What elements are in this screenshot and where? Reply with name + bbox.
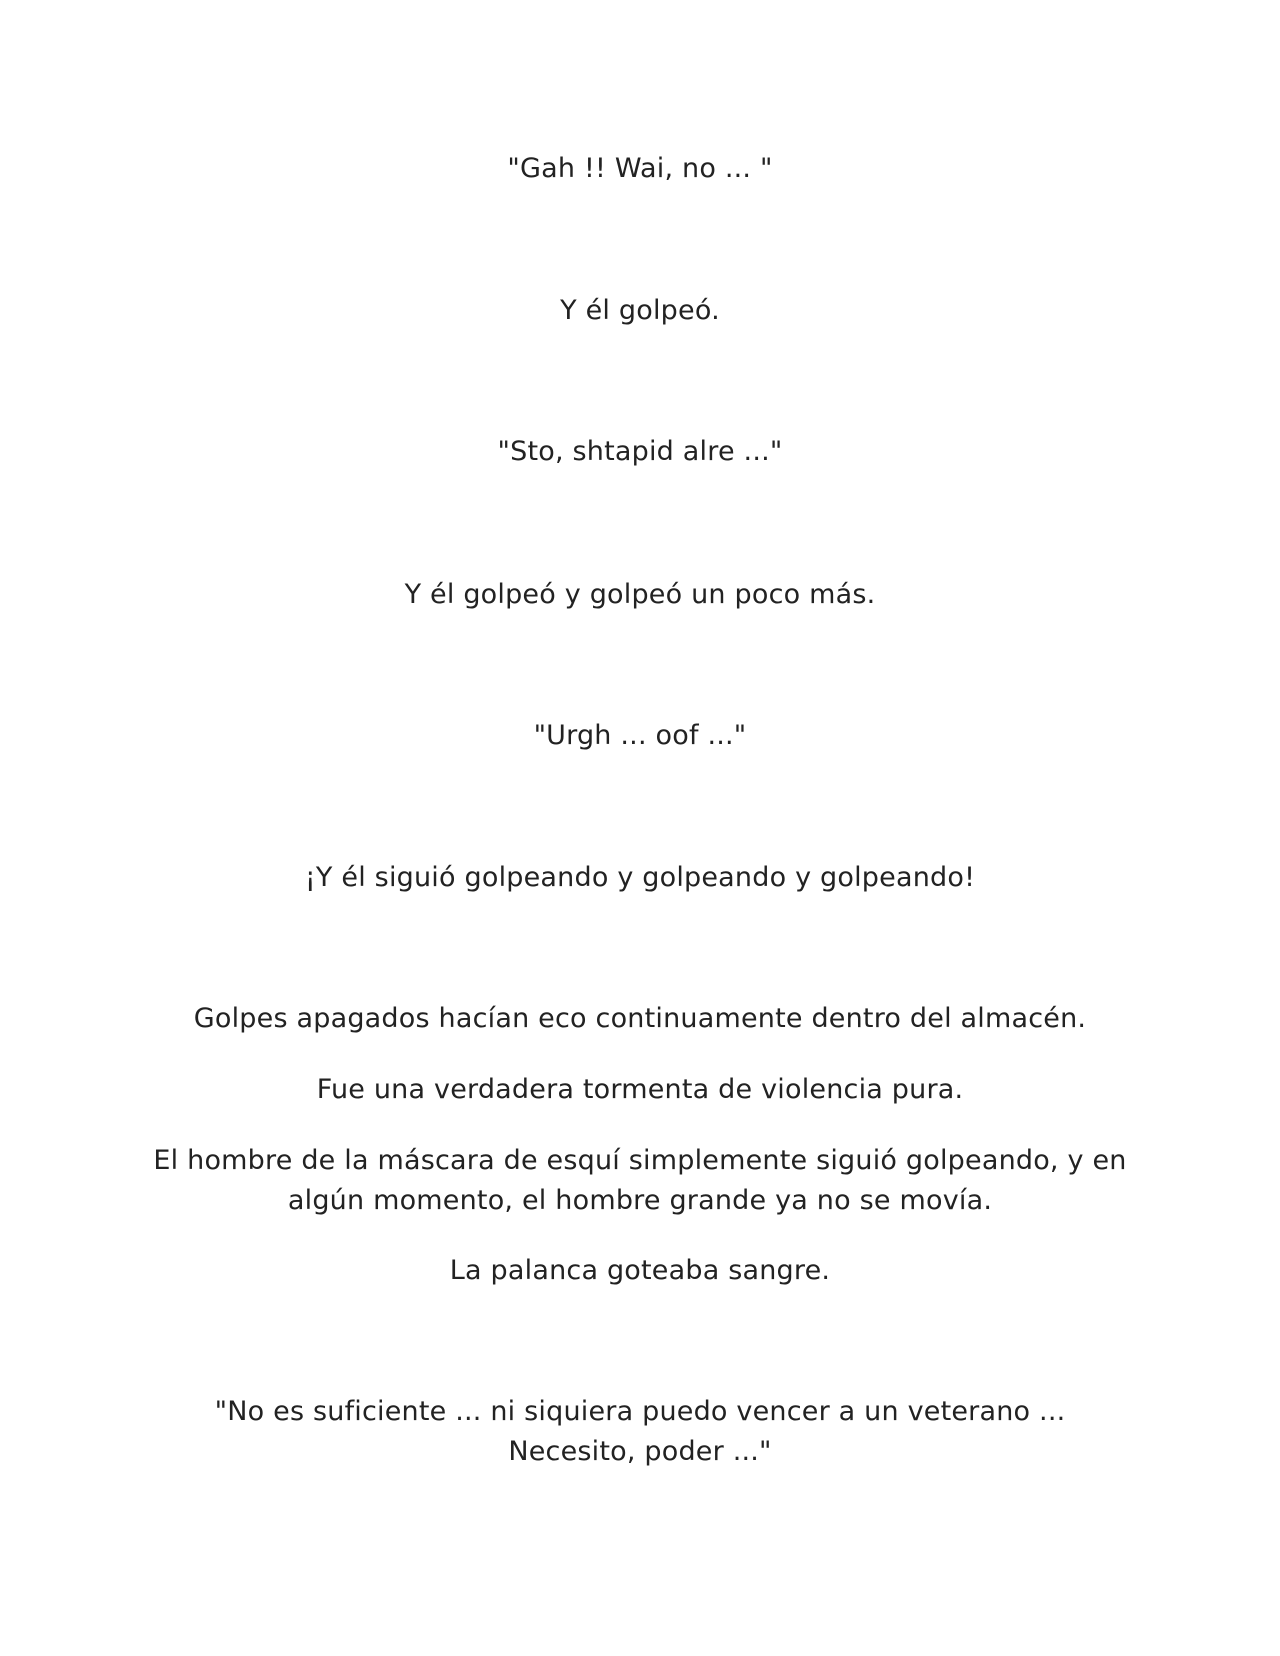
narration-line: Golpes apagados hacían eco continuamente dentro del almacén. [193,1003,1087,1034]
dialogue-line: "Sto, shtapid alre ..." [497,436,783,467]
dialogue-line: "Urgh ... oof ..." [533,720,747,751]
narration-line: Fue una verdadera tormenta de violencia pura. [316,1074,964,1105]
narration-line: algún momento, el hombre grande ya no se movía. [287,1185,993,1216]
narration-line: ¡Y él siguió golpeando y golpeando y golpeando! [304,862,976,893]
dialogue-line: Necesito, poder ..." [508,1436,772,1467]
dialogue-line: "Gah !! Wai, no ... " [507,153,773,184]
dialogue-line: "No es suficiente ... ni siquiera puedo vencer a un veterano ... [214,1396,1066,1427]
narration-line: La palanca goteaba sangre. [449,1255,831,1286]
narration-line: Y él golpeó. [560,295,720,326]
narration-line: El hombre de la máscara de esquí simplemente siguió golpeando, y en [153,1145,1127,1176]
narration-line: Y él golpeó y golpeó un poco más. [404,579,876,610]
